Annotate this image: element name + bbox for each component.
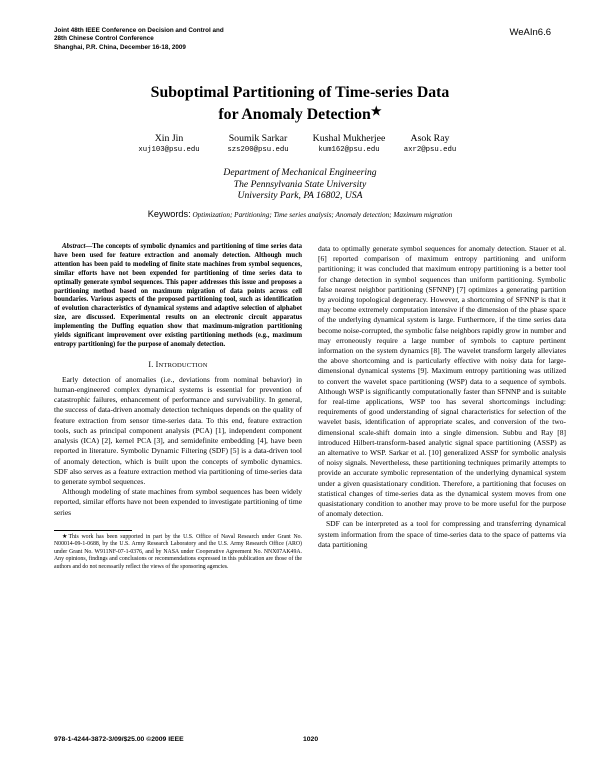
author-email: axr2@psu.edu (403, 146, 457, 154)
affiliation-line-3: University Park, PA 16802, USA (237, 190, 363, 202)
footnote-rule (54, 530, 132, 531)
footnote-star: ★ (62, 533, 69, 540)
abstract-label: Abstract (62, 243, 86, 250)
footnote (54, 534, 302, 572)
author-email: kum162@psu.edu (318, 146, 380, 154)
author-name: Xin Jin (154, 133, 184, 144)
author-4 (370, 133, 490, 156)
affiliation-line-2: The Pennsylvania State University (233, 178, 367, 190)
isbn-copyright: 978-1-4244-3872-3/09/$25.00 ©2009 IEEE (54, 736, 184, 743)
footnote-text: This work has been supported in part by the U.S. Office of Naval Research under Grant No. N00014-09-1-0688, by the U.S. Army Research Laboratory and the U.S. Army Research Office (ARO) under Grant No. W911NF-07-1-0376, and by NASA under Cooperative Agreement No. NNX07AK49A. Any opinions, findings and conclusions or recommendations expressed in this publication are those of the authors and do not necessarily reflect the views of the sponsoring agencies. (54, 533, 302, 570)
title-footnote-star: ★ (370, 104, 382, 118)
conference-line-2: 28th Chinese Control Conference (54, 35, 154, 43)
abstract-dash: — (85, 243, 93, 250)
author-name: Soumik Sarkar (228, 133, 288, 144)
abstract-text: The concepts of symbolic dynamics and partitioning of time series data have been used for feature extraction and anomaly detection. Although much attention has been paid to modeling of finite state machines from symbol sequences, similar efforts have not been expended for partitioning of time series data to optimally generate symbol sequences. This paper addresses this issue and proposes a partitioning method based on maximum migration of data points across cell boundaries. Various aspects of the proposed partitioning tool, such as identification of evolution characteristics of dynamical systems and adaptive selection of alphabet size, are discussed. Experimental results on an electronic circuit apparatus implementing the Duffing equation show that maximum-migration partitioning yields significant improvement over existing partitioning methods (e.g., maximum entropy partitioning) for the purpose of anomaly detection. (54, 243, 302, 348)
page-number: 1020 (303, 736, 319, 743)
keywords-label: Keywords: (147, 209, 191, 219)
conference-line-3: Shanghai, P.R. China, December 16-18, 2009 (54, 43, 186, 51)
affiliation (0, 167, 600, 202)
body-paragraph-sdf: SDF can be interpreted as a tool for compressing and transferring dynamical system information from the space of time-series data to the space of patterns via data partitioning (318, 519, 566, 549)
author-name: Kushal Mukherjee (312, 133, 386, 144)
author-email: xuj103@psu.edu (138, 146, 200, 154)
conference-header (54, 27, 224, 52)
right-column (318, 244, 566, 550)
section-title-rest: NTRODUCTION (158, 361, 208, 369)
title-line-2: for Anomaly Detection (218, 106, 371, 123)
left-column (54, 243, 302, 571)
section-initial: I (155, 359, 159, 369)
conference-line-1: Joint 48th IEEE Conference on Decision and Control and (54, 27, 224, 34)
abstract (54, 243, 302, 350)
body-paragraph-continued: data to optimally generate symbol sequences for anomaly detection. Stauer et al. [6] reported comparison of maximum entropy partitioning and uniform partitioning; it was concluded that maximum entropy partitioning is a better tool for change detection in symbol sequences than uniform partitioning. Symbolic false nearest neighbor partitioning (SFNNP) [7] optimizes a generating partition by avoiding topological degeneracy. However, a shortcoming of SFNNP is that it may become extremely computation intensive if the dimension of the phase space of the underlying dynamical system is large. Furthermore, if the time series data become noise-corrupted, the symbolic false neighbors rapidly grow in number and may erroneously require a large number of symbols to capture pertinent information on the system dynamics [8]. The wavelet transform largely alleviates the above shortcoming and is particularly effective with noisy data for large-dimensional dynamical systems [9]. Maximum entropy partitioning was utilized to convert the wavelet space partitioning (WSP) data to a sequence of symbols. Although WSP is significantly computationally faster than SFNNP and is suitable for real-time applications, WSP too has several shortcomings including: requirements of good understanding of signal characteristics for selection of the wavelet basis, identification of appropriate scales, and conversion of the two-dimensional scale-shift domain into a single dimension. Subbu and Ray [8] introduced Hilbert-transform-based analytic signal space partitioning (ASSP) as an alternative to WSP. Sarkar et al. [10] generalized ASSP for symbolic analysis of noisy signals. Nevertheless, these partitioning techniques primarily attempts to provide an accurate symbolic representation of the underlying dynamical system under a given quasistationary condition. Therefore, a partitioning that focuses on statistical changes of time-series data as the dynamical system moves from one quasistationary condition to another may prove to be more useful for the purpose of anomaly detection. (318, 244, 566, 519)
title-line-1: Suboptimal Partitioning of Time-series Data (150, 84, 450, 101)
paper-title (0, 83, 600, 124)
session-code: WeAIn6.6 (509, 27, 551, 38)
intro-paragraph-1: Early detection of anomalies (i.e., deviations from nominal behavior) in human-engineered complex dynamical systems is essential for prevention of catastrophic failures, enhancement of performance and survivability. In general, the success of data-driven anomaly detection techniques depends on the quality of feature extraction from sensor time-series data. To this end, feature extraction tools, such as principal component analysis (PCA) [1], independent component analysis (ICA) [2], kernel PCA [3], and semidefinite embedding [4], have been reported in literature. Symbolic Dynamic Filtering (SDF) [5] is a data-driven tool of anomaly detection, which is built upon the concepts of symbolic dynamics. SDF also serves as a feature extraction method via partitioning of time-series data to generate symbol sequences. (54, 374, 302, 486)
author-email: szs200@psu.edu (227, 146, 289, 154)
keywords-value: Optimization; Partitioning; Time series analysis; Anomaly detection; Maximum migration (192, 211, 453, 219)
keywords (0, 209, 600, 219)
affiliation-line-1: Department of Mechanical Engineering (223, 167, 377, 178)
intro-paragraph-2: Although modeling of state machines from symbol sequences has been widely reported, similar efforts have not been expended to investigate partitioning of time series (54, 487, 302, 517)
section-heading-introduction (54, 360, 302, 369)
section-number: I. (148, 359, 154, 369)
author-name: Asok Ray (410, 133, 450, 144)
